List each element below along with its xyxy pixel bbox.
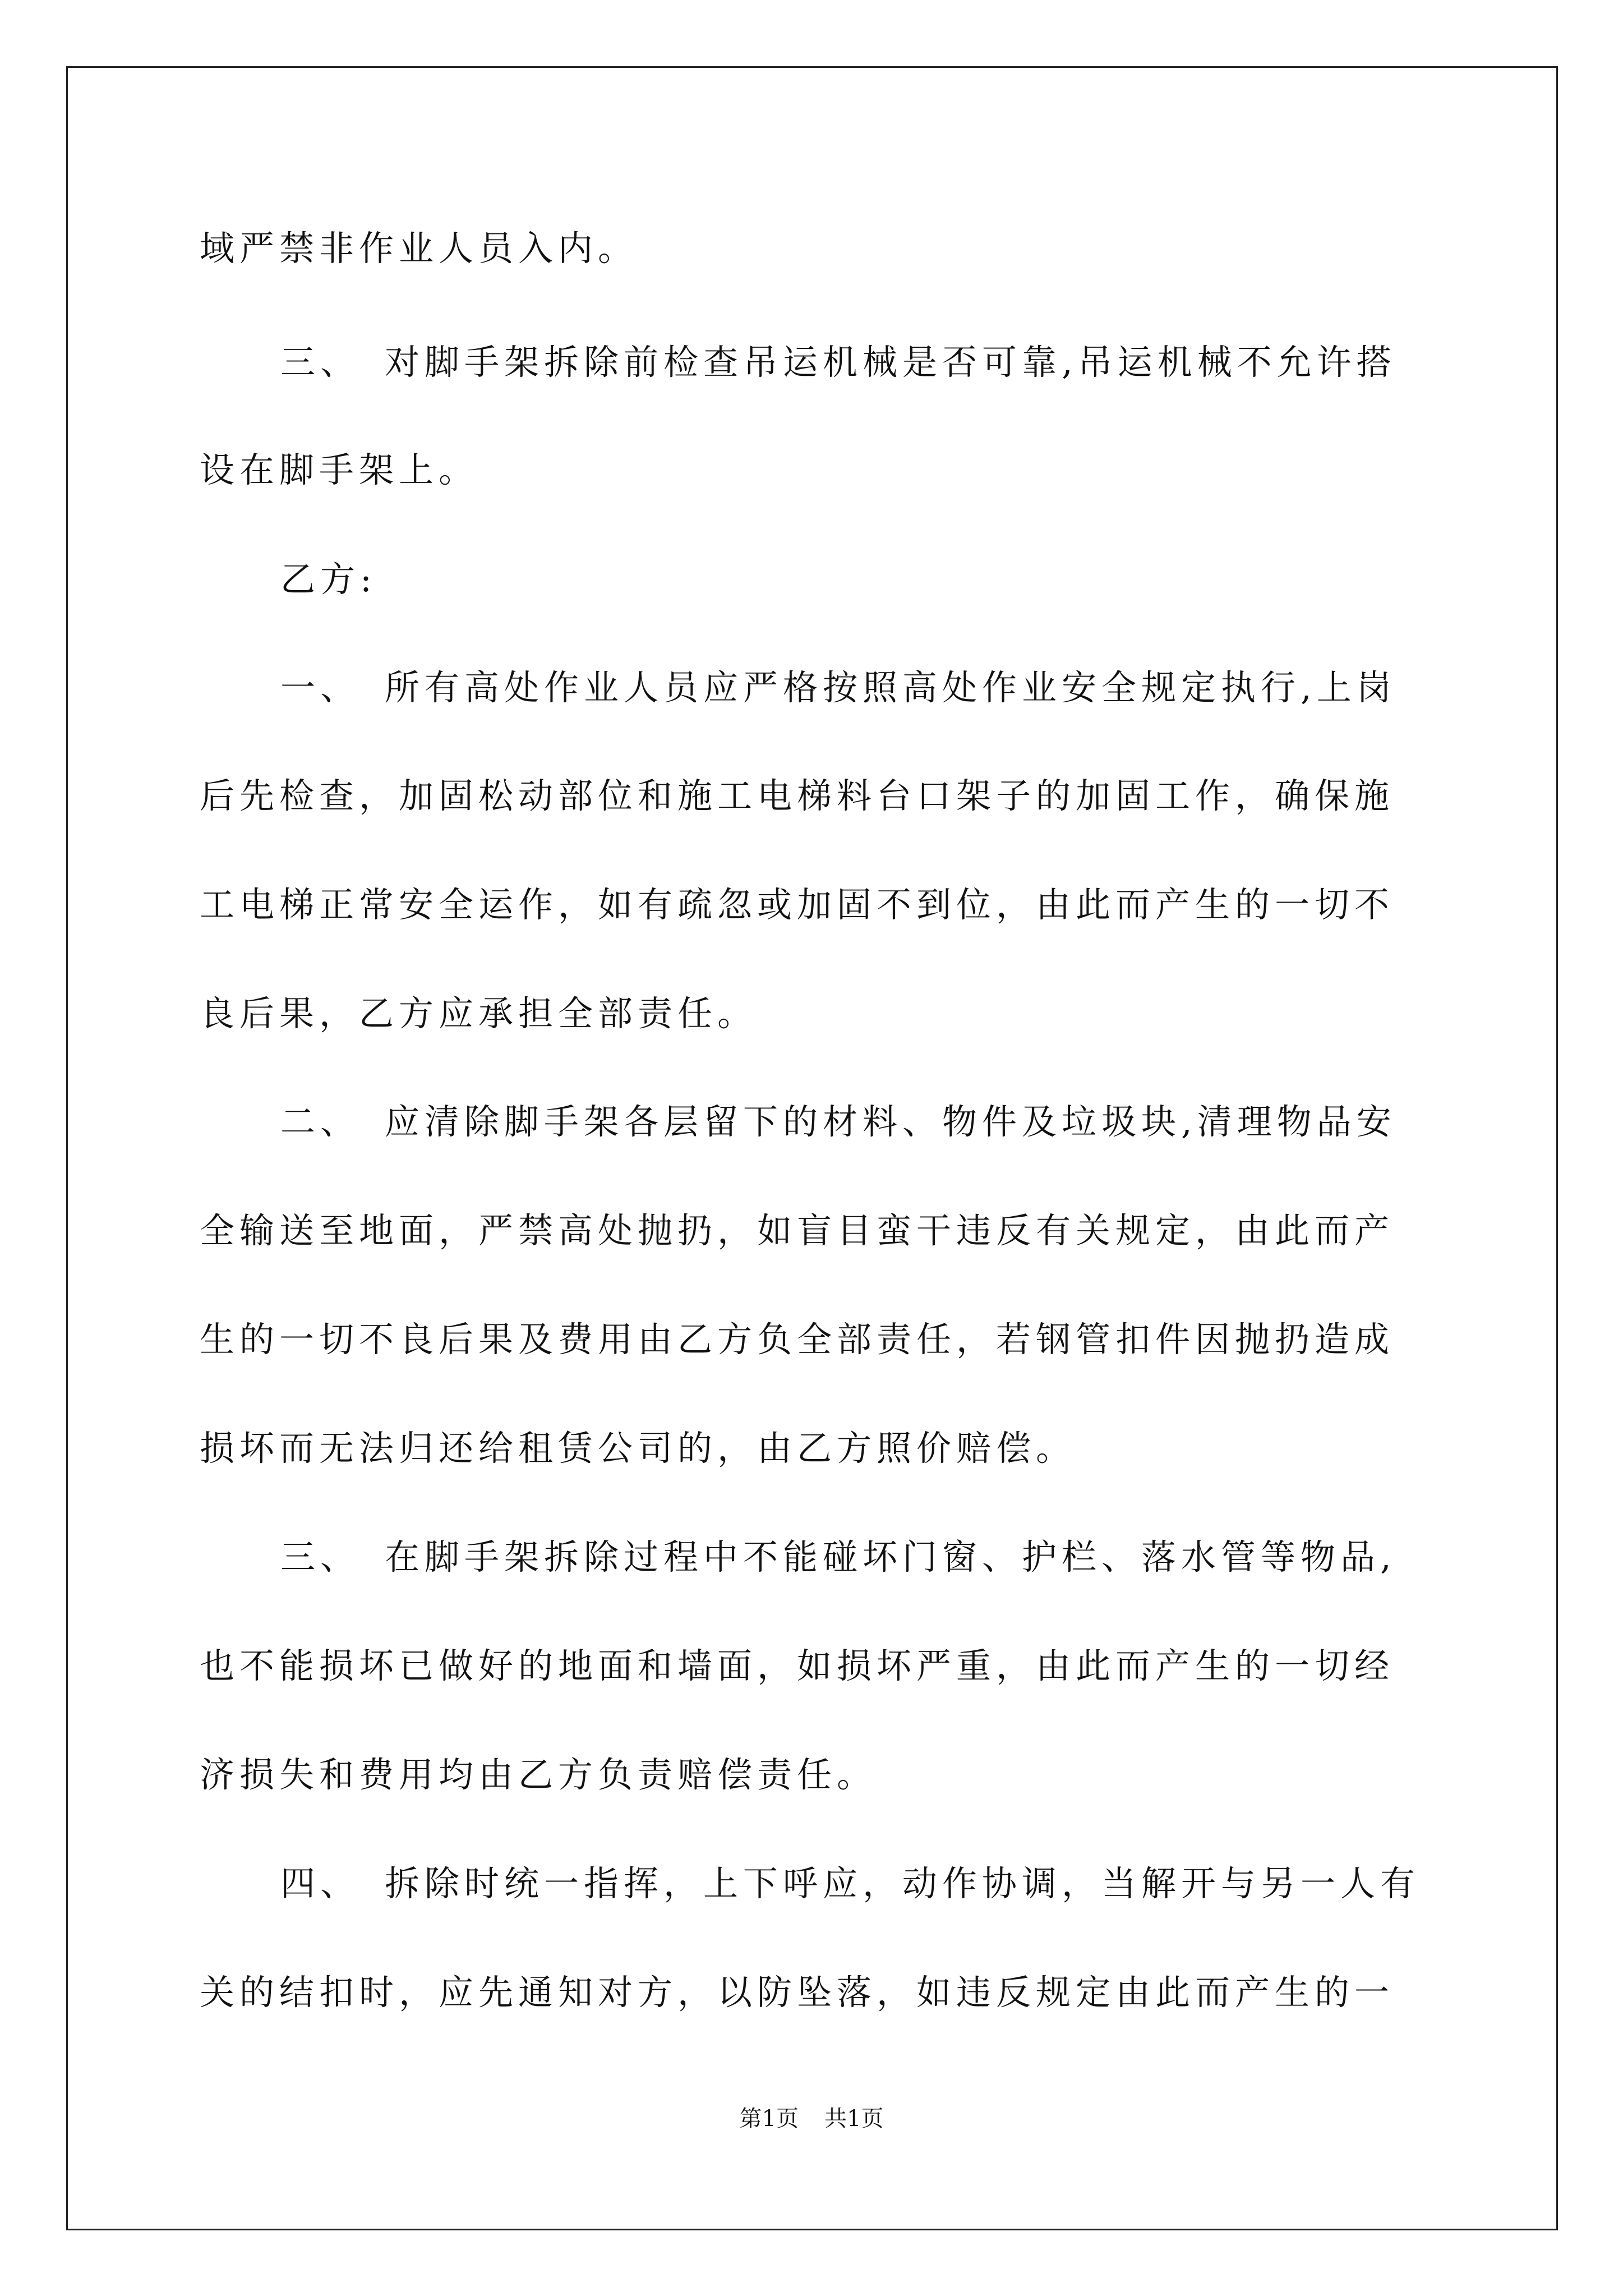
text-line: 济损失和费用均由乙方负责赔偿责任。 [200,1754,877,1795]
text-line: 应清除脚手架各层留下的材料、物件及垃圾块,清理物品安 [385,1101,1396,1142]
text-line: 工电梯正常安全运作，如有疏忽或加固不到位，由此而产生的一切不 [200,884,1395,925]
clause-4-header [280,1863,1421,1904]
text-line: 损坏而无法归还给租赁公司的，由乙方照价赔偿。 [200,1428,1076,1469]
text-line: 关的结扣时，应先通知对方，以防坠落，如违反规定由此而产生的一 [200,1972,1395,2013]
text-line: 拆除时统一指挥，上下呼应，动作协调，当解开与另一人有 [385,1863,1421,1904]
section-3-header [280,342,1396,383]
item-number: 三、 [280,1536,361,1577]
text-line: 设在脚手架上。 [200,449,479,490]
clause-1-header [280,667,1396,708]
text-line: 也不能损坏已做好的地面和墙面，如损坏严重，由此而产生的一切经 [200,1645,1395,1686]
page-number: 第1页 [739,2106,799,2132]
text-line: 生的一切不良后果及费用由乙方负全部责任，若钢管扣件因抛扔造成 [200,1319,1395,1360]
item-number: 一、 [280,667,361,708]
clause-2-header [280,1101,1396,1142]
item-number: 二、 [280,1101,361,1142]
clause-3-header [280,1536,1396,1577]
text-line: 对脚手架拆除前检查吊运机械是否可靠,吊运机械不允许搭 [385,342,1396,383]
text-line: 所有高处作业人员应严格按照高处作业安全规定执行,上岗 [385,667,1396,708]
text-line: 后先检查，加固松动部位和施工电梯料台口架子的加固工作，确保施 [200,775,1395,816]
text-line: 良后果，乙方应承担全部责任。 [200,993,758,1034]
item-number: 三、 [280,342,361,383]
page-border [66,66,1558,2230]
page-total: 共1页 [824,2106,884,2132]
party-b-heading: 乙方: [280,559,377,600]
text-line: 全输送至地面，严禁高处抛扔，如盲目蛮干违反有关规定，由此而产 [200,1210,1395,1251]
text-line: 在脚手架拆除过程中不能碰坏门窗、护栏、落水管等物品, [385,1536,1396,1577]
item-number: 四、 [280,1863,361,1904]
page-footer [0,2101,1623,2133]
text-line: 域严禁非作业人员入内。 [200,228,638,269]
